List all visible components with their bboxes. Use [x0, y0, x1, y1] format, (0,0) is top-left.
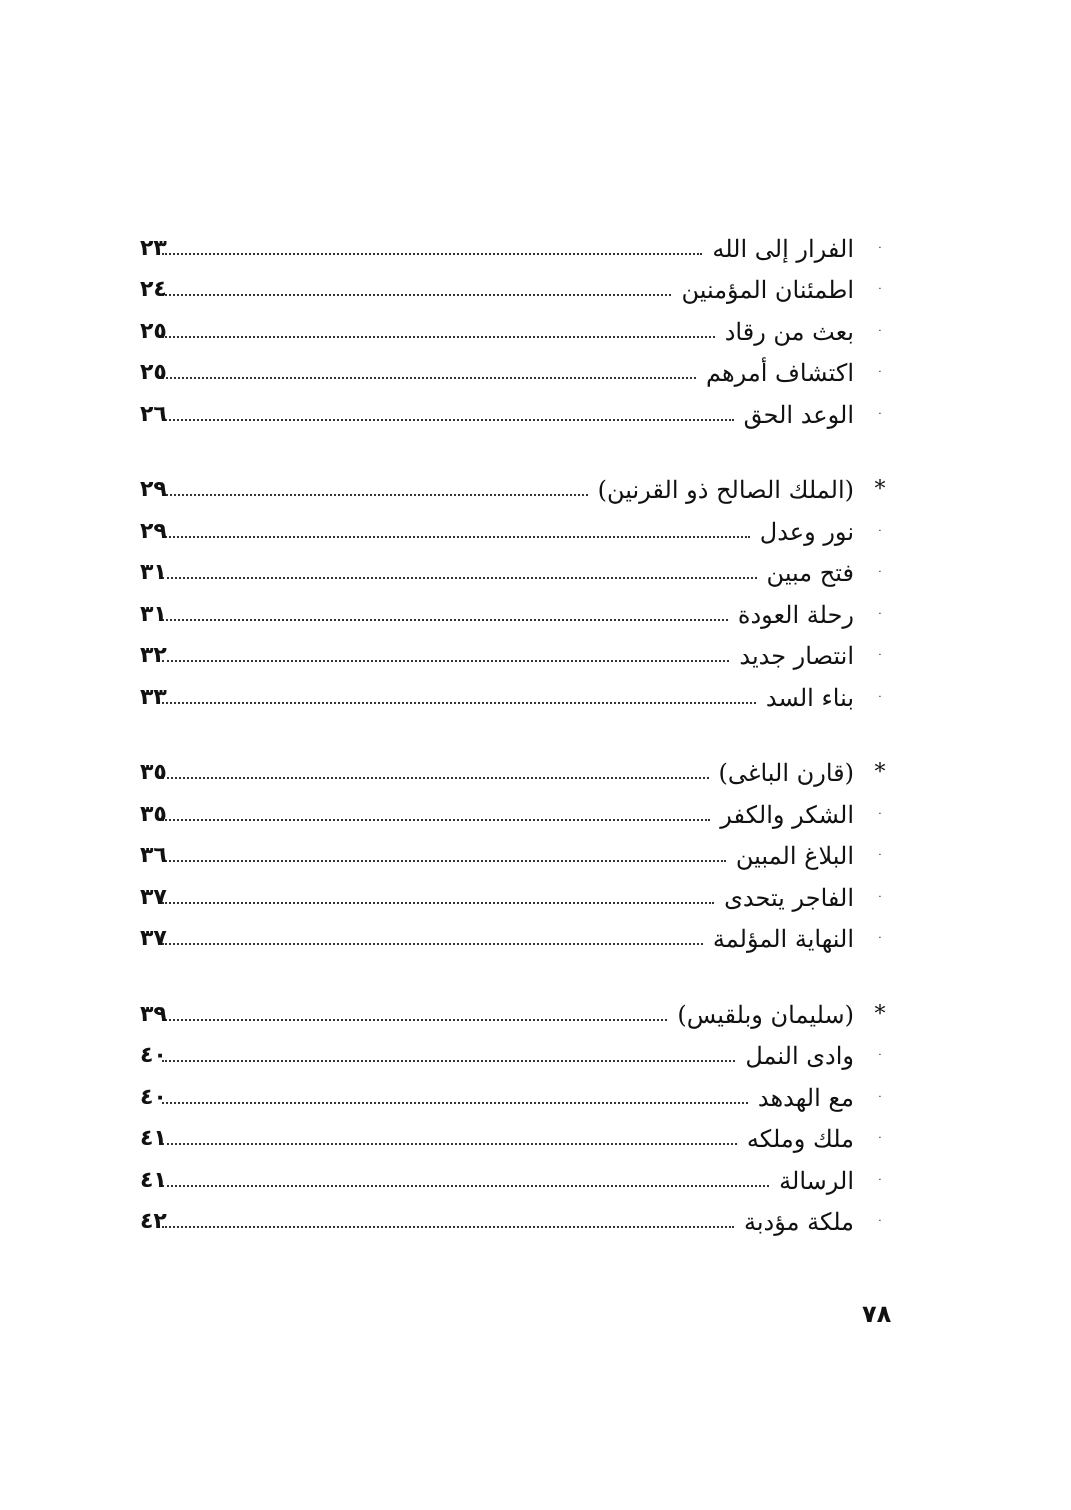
- toc-entry: [140, 264, 900, 306]
- entry-title: الفرار إلى الله: [712, 234, 854, 263]
- entry-title: اكتشاف أمرهم: [706, 359, 854, 387]
- section-title: (الملك الصالح ذو القرنين): [597, 476, 854, 504]
- page-ref: ٣٥: [140, 760, 167, 785]
- toc-entry: [140, 347, 900, 389]
- toc-entry: [140, 913, 900, 955]
- toc-section: [140, 464, 900, 713]
- bullet-icon: ·: [878, 891, 882, 903]
- toc-section: [140, 988, 900, 1237]
- bullet-icon: ·: [878, 1133, 882, 1144]
- bullet-icon: ·: [878, 691, 882, 703]
- page-ref: ٣٩: [140, 1001, 167, 1027]
- toc-section: [140, 747, 900, 955]
- page-ref: ٢٥: [140, 318, 167, 344]
- toc-entry: [140, 671, 900, 713]
- dot-leader: [162, 294, 671, 296]
- bullet-icon: ·: [878, 808, 882, 820]
- dot-leader: [162, 494, 588, 496]
- entry-title: فتح مبين: [766, 559, 854, 587]
- toc-entry: [140, 222, 900, 264]
- bullet-icon: ·: [878, 1050, 882, 1061]
- page-ref: ٣١: [140, 560, 167, 585]
- entry-title: ملك وملكه: [746, 1125, 854, 1153]
- asterisk-icon: *: [874, 760, 886, 785]
- dot-leader: [162, 819, 710, 821]
- page-ref: ٤٠: [140, 1084, 167, 1110]
- entry-title: الفاجر يتحدى: [724, 883, 854, 912]
- section-title: (قارن الباغى): [718, 759, 854, 787]
- page-ref: ٣٣: [140, 684, 167, 710]
- table-of-contents: [140, 222, 900, 1271]
- toc-section-heading: [140, 464, 900, 506]
- toc-entry: [140, 871, 900, 913]
- page-ref: ٢٤: [140, 277, 167, 302]
- page-ref: ٤٠: [140, 1043, 167, 1068]
- dot-leader: [162, 777, 709, 779]
- dot-leader: [162, 577, 757, 579]
- entry-title: بعث من رقاد: [724, 317, 854, 346]
- bullet-icon: ·: [878, 525, 882, 537]
- toc-entry: [140, 1071, 900, 1113]
- dot-leader: [162, 660, 729, 662]
- bullet-icon: ·: [878, 1091, 882, 1103]
- page-ref: ٣٥: [140, 801, 167, 827]
- entry-title: الشكر والكفر: [720, 800, 854, 829]
- toc-entry: [140, 1154, 900, 1196]
- toc-entry: [140, 505, 900, 547]
- dot-leader: [162, 536, 750, 538]
- toc-section-heading: [140, 988, 900, 1030]
- dot-leader: [162, 1226, 734, 1228]
- bullet-icon: ·: [878, 567, 882, 578]
- bullet-icon: ·: [878, 933, 882, 944]
- entry-title: اطمئنان المؤمنين: [681, 276, 854, 304]
- page-ref: ٤٢: [140, 1209, 167, 1234]
- section-title: (سليمان وبلقيس): [677, 1000, 854, 1029]
- page-ref: ٢٩: [140, 477, 167, 502]
- page-ref: ٢٥: [140, 360, 167, 385]
- dot-leader: [162, 1102, 748, 1104]
- page-ref: ٢٩: [140, 518, 167, 544]
- toc-entry: [140, 830, 900, 872]
- dot-leader: [162, 1185, 769, 1187]
- page-number: ٧٨: [862, 1300, 892, 1328]
- bullet-icon: ·: [878, 1174, 882, 1186]
- toc-entry: [140, 1030, 900, 1072]
- toc-entry: [140, 788, 900, 830]
- dot-leader: [162, 902, 714, 904]
- entry-title: الرسالة: [779, 1166, 854, 1195]
- page-ref: ٤١: [140, 1126, 167, 1151]
- entry-title: رحلة العودة: [737, 600, 854, 629]
- page-ref: ٣٦: [140, 843, 167, 868]
- dot-leader: [162, 1019, 667, 1021]
- entry-title: الوعد الحق: [743, 400, 854, 429]
- bullet-icon: ·: [878, 408, 882, 420]
- entry-title: بناء السد: [765, 683, 854, 712]
- toc-section: [140, 222, 900, 430]
- toc-entry: [140, 1113, 900, 1155]
- bullet-icon: ·: [878, 242, 882, 254]
- dot-leader: [162, 377, 696, 379]
- dot-leader: [162, 1143, 737, 1145]
- entry-title: نور وعدل: [759, 517, 854, 546]
- toc-section-heading: [140, 747, 900, 789]
- dot-leader: [162, 253, 702, 255]
- toc-entry: [140, 305, 900, 347]
- dot-leader: [162, 702, 756, 704]
- toc-entry: [140, 1196, 900, 1238]
- dot-leader: [162, 336, 715, 338]
- bullet-icon: ·: [878, 608, 882, 620]
- dot-leader: [162, 860, 726, 862]
- page-ref: ٣٧: [140, 884, 167, 910]
- toc-entry: [140, 630, 900, 672]
- asterisk-icon: *: [874, 1001, 886, 1027]
- toc-entry: [140, 547, 900, 589]
- entry-title: النهاية المؤلمة: [712, 925, 854, 953]
- entry-title: البلاغ المبين: [735, 842, 854, 870]
- page-ref: ٣١: [140, 601, 167, 627]
- dot-leader: [162, 1060, 735, 1062]
- page-ref: ٢٣: [140, 235, 167, 261]
- bullet-icon: ·: [878, 850, 882, 861]
- bullet-icon: ·: [878, 284, 882, 295]
- toc-entry: [140, 388, 900, 430]
- entry-title: انتصار جديد: [739, 642, 854, 670]
- page-ref: ٢٦: [140, 401, 167, 427]
- dot-leader: [162, 943, 703, 945]
- dot-leader: [162, 419, 734, 421]
- bullet-icon: ·: [878, 1216, 882, 1227]
- entry-title: وادى النمل: [745, 1042, 854, 1070]
- bullet-icon: ·: [878, 367, 882, 378]
- page-ref: ٣٢: [140, 643, 167, 668]
- page-ref: ٣٧: [140, 926, 167, 951]
- dot-leader: [162, 619, 728, 621]
- entry-title: ملكة مؤدبة: [743, 1208, 854, 1236]
- asterisk-icon: *: [874, 477, 886, 502]
- toc-entry: [140, 588, 900, 630]
- bullet-icon: ·: [878, 325, 882, 337]
- entry-title: مع الهدهد: [757, 1083, 854, 1112]
- page-ref: ٤١: [140, 1167, 167, 1193]
- bullet-icon: ·: [878, 650, 882, 661]
